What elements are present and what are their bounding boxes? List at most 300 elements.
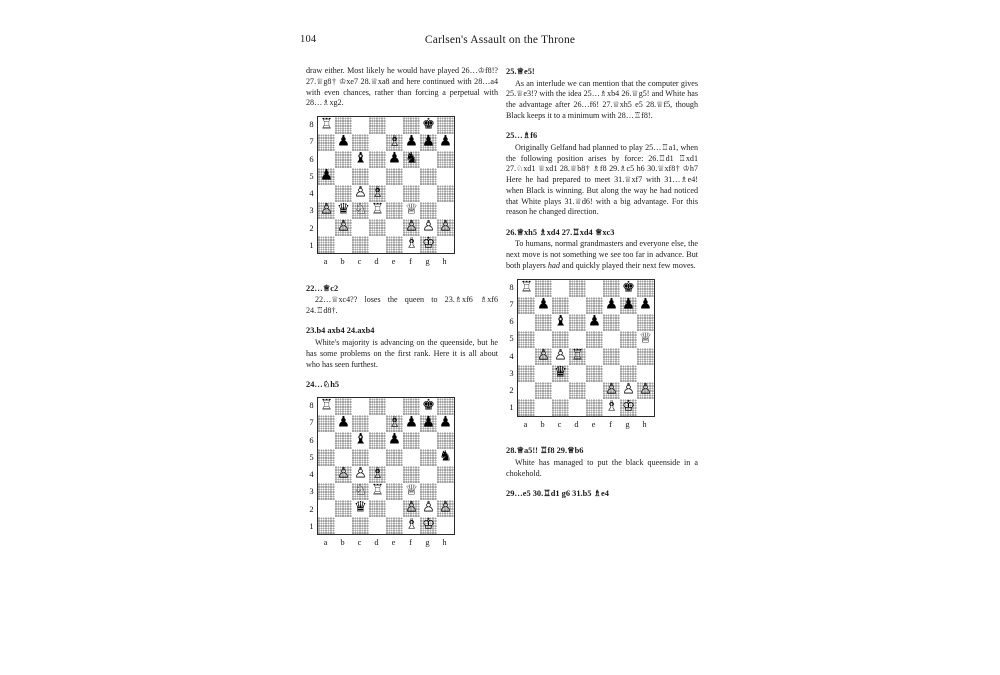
body-paragraph: White has managed to put the black queenside in a chokehold. [506, 457, 698, 478]
chess-diagram [506, 279, 698, 430]
board-square-b6 [335, 432, 352, 449]
board-square-f7 [403, 415, 420, 432]
board-square-b7 [335, 134, 352, 151]
move-heading: 28.♕a5!! ♖f8 29.♕b6 [506, 446, 584, 456]
piece-n: ♞ [405, 150, 418, 167]
board-square-b8 [535, 280, 552, 297]
piece-K: ♔ [622, 398, 635, 415]
board-square-g1 [420, 517, 437, 534]
piece-N: ♘ [354, 201, 367, 218]
board-square-e3 [586, 365, 603, 382]
board-square-a2 [518, 382, 535, 399]
board-square-g6 [420, 151, 437, 168]
board-square-e6 [386, 151, 403, 168]
board-square-e4 [586, 348, 603, 365]
board-square-a1 [318, 236, 335, 253]
piece-P: ♙ [639, 381, 652, 398]
board-square-a8 [318, 117, 335, 134]
piece-P: ♙ [337, 465, 350, 482]
board-square-a5 [518, 331, 535, 348]
board-square-d2 [569, 382, 586, 399]
board-square-b1 [535, 399, 552, 416]
rank-label: 2 [309, 503, 314, 514]
board-square-a3 [318, 202, 335, 219]
board-square-g8 [420, 117, 437, 134]
board-square-f4 [603, 348, 620, 365]
board-square-f8 [403, 117, 420, 134]
board-square-a7 [318, 415, 335, 432]
rank-label: 1 [509, 402, 514, 413]
board-square-g6 [420, 432, 437, 449]
board-square-c7 [552, 297, 569, 314]
board-square-h1 [637, 399, 654, 416]
file-labels [317, 537, 498, 548]
board-square-g5 [420, 168, 437, 185]
board-square-b8 [335, 117, 352, 134]
board-square-f2 [603, 382, 620, 399]
board-square-d5 [569, 331, 586, 348]
board-square-e3 [386, 202, 403, 219]
file-label: c [357, 256, 362, 266]
file-label: g [625, 418, 630, 429]
board-square-e8 [586, 280, 603, 297]
file-label: d [374, 537, 379, 548]
file-label: f [609, 418, 612, 429]
board-square-h3 [437, 483, 454, 500]
move-heading: 26.♕xh5 ♗xd4 27.♖xd4 ♕xc3 [506, 227, 615, 237]
board-square-c4 [352, 185, 369, 202]
board-square-d4 [569, 348, 586, 365]
board-square-g3 [420, 202, 437, 219]
board-square-b1 [335, 517, 352, 534]
piece-p: ♟ [439, 414, 452, 431]
file-label: h [442, 256, 447, 266]
piece-p: ♟ [537, 296, 550, 313]
board-square-g1 [620, 399, 637, 416]
board-square-c1 [552, 399, 569, 416]
piece-k: ♚ [622, 279, 635, 296]
spacer [506, 430, 698, 437]
board-square-c6 [552, 314, 569, 331]
board-square-e5 [386, 449, 403, 466]
rank-label: 4 [309, 469, 314, 480]
rank-label: 1 [309, 239, 314, 250]
board-square-a4 [318, 185, 335, 202]
piece-B: ♗ [405, 235, 418, 252]
move-heading: 25.♕e5! [506, 67, 535, 76]
board-square-f8 [403, 398, 420, 415]
rank-label: 3 [309, 205, 314, 216]
board-square-a3 [318, 483, 335, 500]
piece-q: ♛ [337, 201, 350, 218]
piece-Q: ♕ [405, 201, 418, 218]
board-square-b2 [335, 219, 352, 236]
board-square-e7 [386, 134, 403, 151]
rank-label: 2 [509, 385, 514, 396]
piece-P: ♙ [354, 465, 367, 482]
piece-Q: ♕ [405, 482, 418, 499]
chess-board [317, 397, 455, 535]
piece-R: ♖ [520, 279, 533, 296]
board-square-a5 [318, 449, 335, 466]
board-square-b3 [335, 202, 352, 219]
rank-label: 5 [509, 333, 514, 344]
board-square-f8 [603, 280, 620, 297]
board-square-b4 [335, 185, 352, 202]
board-square-c4 [352, 466, 369, 483]
piece-N: ♘ [354, 482, 367, 499]
piece-P: ♙ [405, 218, 418, 235]
board-square-f4 [403, 466, 420, 483]
piece-B: ♗ [605, 398, 618, 415]
board-square-f6 [603, 314, 620, 331]
file-label: a [523, 418, 528, 429]
file-label: f [409, 537, 412, 548]
file-label: g [425, 537, 430, 548]
piece-b: ♝ [354, 431, 367, 448]
board-square-d3 [569, 365, 586, 382]
board-square-e4 [386, 466, 403, 483]
piece-p: ♟ [337, 133, 350, 150]
board-square-h7 [437, 134, 454, 151]
board-square-b3 [335, 483, 352, 500]
board-square-c5 [352, 168, 369, 185]
page-header [300, 34, 700, 54]
piece-b: ♝ [354, 150, 367, 167]
file-label: h [642, 418, 647, 429]
board-square-h8 [637, 280, 654, 297]
file-label: a [323, 256, 328, 266]
board-square-a7 [518, 297, 535, 314]
piece-B: ♗ [371, 184, 384, 201]
board-square-d7 [569, 297, 586, 314]
piece-p: ♟ [588, 313, 601, 330]
piece-p: ♟ [422, 133, 435, 150]
board-square-h8 [437, 398, 454, 415]
rank-label: 6 [309, 434, 314, 445]
board-square-d6 [369, 432, 386, 449]
board-square-b6 [535, 314, 552, 331]
board-square-d3 [369, 483, 386, 500]
piece-R: ♖ [371, 201, 384, 218]
board-square-g8 [620, 280, 637, 297]
board-square-g2 [420, 500, 437, 517]
board-square-c5 [552, 331, 569, 348]
board-square-g1 [420, 236, 437, 253]
board-square-a6 [318, 151, 335, 168]
piece-B: ♗ [388, 133, 401, 150]
rank-label: 7 [309, 417, 314, 428]
rank-label: 7 [509, 298, 514, 309]
board-square-g2 [420, 219, 437, 236]
move-heading: 23.b4 axb4 24.axb4 [306, 326, 375, 336]
board-square-f6 [403, 151, 420, 168]
board-square-c6 [352, 432, 369, 449]
body-paragraph: Originally Gelfand had planned to play 25…♖a1, when the following position arises by force: 26.♖d1 ♖xd1 27.♘xd1 ♕xd1 28.♕b8† ♗f8 29.♗c5 h6 30.♕xf8† ♔h7 Here he had prepared to meet 31.♕xf7 with 31…♗e4! when Black is winning. But along the way he had noticed that White plays 31.♕d6! with a big advantage. For this reason he changed direction. [506, 142, 698, 217]
piece-n: ♞ [439, 448, 452, 465]
board-square-f2 [403, 500, 420, 517]
piece-P: ♙ [439, 499, 452, 516]
piece-R: ♖ [571, 347, 584, 364]
board-square-d1 [569, 399, 586, 416]
file-labels [317, 256, 498, 267]
piece-p: ♟ [405, 414, 418, 431]
board-square-f5 [603, 331, 620, 348]
board-square-h8 [437, 117, 454, 134]
board-square-g3 [420, 483, 437, 500]
file-label: f [409, 256, 412, 266]
board-square-a2 [318, 219, 335, 236]
board-square-e4 [386, 185, 403, 202]
board-square-b1 [335, 236, 352, 253]
board-square-g5 [420, 449, 437, 466]
rank-label: 3 [509, 367, 514, 378]
rank-label: 8 [309, 119, 314, 129]
piece-K: ♔ [422, 516, 435, 533]
rank-label: 1 [309, 521, 314, 532]
piece-p: ♟ [388, 150, 401, 167]
board-square-a8 [318, 398, 335, 415]
board-square-a1 [518, 399, 535, 416]
board-square-b5 [535, 331, 552, 348]
board-square-d8 [369, 398, 386, 415]
piece-q: ♛ [554, 364, 567, 381]
file-label: c [357, 537, 362, 548]
piece-R: ♖ [320, 397, 333, 414]
rank-label: 6 [309, 153, 314, 164]
board-square-g8 [420, 398, 437, 415]
board-square-d1 [369, 517, 386, 534]
piece-q: ♛ [354, 499, 367, 516]
piece-P: ♙ [337, 218, 350, 235]
file-label: h [442, 537, 447, 548]
board-square-d4 [369, 185, 386, 202]
board-square-e5 [386, 168, 403, 185]
board-square-d6 [369, 151, 386, 168]
board-square-h5 [437, 449, 454, 466]
board-square-c8 [352, 117, 369, 134]
board-square-a6 [518, 314, 535, 331]
board-square-a4 [518, 348, 535, 365]
body-paragraph: As an interlude we can mention that the computer gives 25.♕e3!? with the idea 25…♗xb4 26.♕g5! and White has the advantage after 26…f6! 27.♕xh5 e5 28.♕f5, though Black keeps it to a minimum with 28…♖f8!. [506, 78, 698, 120]
board-square-d5 [369, 449, 386, 466]
file-label: d [574, 418, 579, 429]
board-square-f5 [403, 449, 420, 466]
piece-b: ♝ [554, 313, 567, 330]
piece-K: ♔ [422, 235, 435, 252]
board-square-e2 [386, 500, 403, 517]
rank-label: 4 [309, 188, 314, 199]
board-square-g6 [620, 314, 637, 331]
file-label: d [374, 256, 379, 266]
board-square-e5 [586, 331, 603, 348]
board-square-g5 [620, 331, 637, 348]
piece-B: ♗ [371, 465, 384, 482]
board-square-h4 [437, 466, 454, 483]
rank-label: 6 [509, 316, 514, 327]
board-square-f1 [403, 236, 420, 253]
piece-P: ♙ [422, 499, 435, 516]
board-square-e1 [386, 517, 403, 534]
page-number: 104 [300, 34, 317, 45]
board-square-c8 [352, 398, 369, 415]
board-square-e8 [386, 398, 403, 415]
board-square-e6 [386, 432, 403, 449]
body-paragraph: draw either. Most likely he would have played 26…♔f8!? 27.♕g8† ♔xe7 28.♕xa8 and here continued with 28…a4 with even chances, rather than forcing a perpetual with 28…♗xg2. [306, 66, 498, 108]
board-square-h7 [437, 415, 454, 432]
board-square-a1 [318, 517, 335, 534]
piece-p: ♟ [405, 133, 418, 150]
move-heading: 29…e5 30.♖d1 g6 31.b5 ♗e4 [506, 488, 609, 498]
piece-P: ♙ [354, 184, 367, 201]
board-square-d3 [369, 202, 386, 219]
piece-R: ♖ [371, 482, 384, 499]
board-square-b7 [335, 415, 352, 432]
piece-p: ♟ [422, 414, 435, 431]
board-square-d7 [369, 134, 386, 151]
piece-p: ♟ [439, 133, 452, 150]
board-square-a6 [318, 432, 335, 449]
board-square-h1 [437, 517, 454, 534]
board-square-c4 [552, 348, 569, 365]
board-square-f1 [603, 399, 620, 416]
chess-diagram [306, 116, 498, 267]
board-square-h5 [437, 168, 454, 185]
board-square-a2 [318, 500, 335, 517]
board-square-f5 [403, 168, 420, 185]
board-square-c3 [552, 365, 569, 382]
board-square-c1 [352, 236, 369, 253]
board-square-f4 [403, 185, 420, 202]
board-square-d8 [569, 280, 586, 297]
board-square-c6 [352, 151, 369, 168]
rank-label: 7 [309, 136, 314, 147]
rank-labels [306, 397, 317, 535]
piece-R: ♖ [320, 116, 333, 133]
board-square-e6 [586, 314, 603, 331]
body-paragraph: White's majority is advancing on the queenside, but he has some problems on the first rank. Here it is all about who has seen furthest. [306, 338, 498, 369]
piece-P: ♙ [320, 201, 333, 218]
board-square-b4 [335, 466, 352, 483]
board-square-b3 [535, 365, 552, 382]
chess-board [517, 279, 655, 417]
piece-p: ♟ [388, 431, 401, 448]
board-square-a3 [518, 365, 535, 382]
board-square-b2 [535, 382, 552, 399]
board-square-f6 [403, 432, 420, 449]
piece-P: ♙ [605, 381, 618, 398]
board-square-f2 [403, 219, 420, 236]
running-head: Carlsen's Assault on the Throne [424, 34, 576, 46]
piece-Q: ♕ [639, 330, 652, 347]
board-square-b5 [335, 168, 352, 185]
file-label: a [323, 537, 328, 548]
move-heading: 24…♘h5 [306, 379, 340, 389]
board-square-h2 [437, 500, 454, 517]
board-square-g7 [620, 297, 637, 314]
board-square-a4 [318, 466, 335, 483]
board-square-g4 [420, 466, 437, 483]
file-label: b [540, 418, 545, 429]
board-square-a7 [318, 134, 335, 151]
board-square-c3 [352, 202, 369, 219]
board-square-e2 [386, 219, 403, 236]
file-label: b [340, 537, 345, 548]
piece-P: ♙ [622, 381, 635, 398]
piece-P: ♙ [439, 218, 452, 235]
board-square-h7 [637, 297, 654, 314]
board-square-f3 [403, 483, 420, 500]
board-square-b8 [335, 398, 352, 415]
piece-p: ♟ [337, 414, 350, 431]
board-square-f1 [403, 517, 420, 534]
piece-P: ♙ [422, 218, 435, 235]
right-text-column [506, 66, 698, 501]
file-label: g [425, 256, 430, 266]
board-square-d4 [369, 466, 386, 483]
board-square-h6 [437, 432, 454, 449]
board-square-c2 [352, 219, 369, 236]
board-square-e8 [386, 117, 403, 134]
board-square-e1 [586, 399, 603, 416]
chess-board [317, 116, 455, 254]
board-square-e3 [386, 483, 403, 500]
rank-label: 8 [309, 400, 314, 411]
board-square-c7 [352, 415, 369, 432]
file-label: c [557, 418, 562, 429]
board-square-g7 [420, 134, 437, 151]
piece-P: ♙ [405, 499, 418, 516]
board-square-g3 [620, 365, 637, 382]
board-square-h6 [637, 314, 654, 331]
file-label: e [391, 256, 396, 266]
board-square-a8 [518, 280, 535, 297]
left-text-column [306, 66, 498, 555]
move-heading: 25…♗f6 [506, 131, 538, 141]
board-square-g4 [420, 185, 437, 202]
board-square-b2 [335, 500, 352, 517]
piece-P: ♙ [537, 347, 550, 364]
rank-label: 5 [309, 451, 314, 462]
board-square-c2 [552, 382, 569, 399]
piece-k: ♚ [422, 397, 435, 414]
board-square-f7 [603, 297, 620, 314]
spacer [306, 267, 498, 274]
board-square-d8 [369, 117, 386, 134]
board-square-f7 [403, 134, 420, 151]
piece-B: ♗ [405, 516, 418, 533]
board-square-h4 [637, 348, 654, 365]
board-square-f3 [603, 365, 620, 382]
board-square-e7 [386, 415, 403, 432]
board-square-c1 [352, 517, 369, 534]
board-square-c2 [352, 500, 369, 517]
board-square-e2 [586, 382, 603, 399]
board-square-h3 [637, 365, 654, 382]
chess-diagram [306, 397, 498, 548]
rank-label: 3 [309, 486, 314, 497]
board-square-d2 [369, 500, 386, 517]
board-square-c5 [352, 449, 369, 466]
file-labels [517, 419, 698, 430]
piece-P: ♙ [554, 347, 567, 364]
board-square-a5 [318, 168, 335, 185]
file-label: e [591, 418, 596, 429]
board-square-e1 [386, 236, 403, 253]
board-square-b5 [335, 449, 352, 466]
body-paragraph: 22…♕xc4?? loses the queen to 23.♗xf6 ♗xf6 24.♖d8†. [306, 295, 498, 316]
board-square-h6 [437, 151, 454, 168]
